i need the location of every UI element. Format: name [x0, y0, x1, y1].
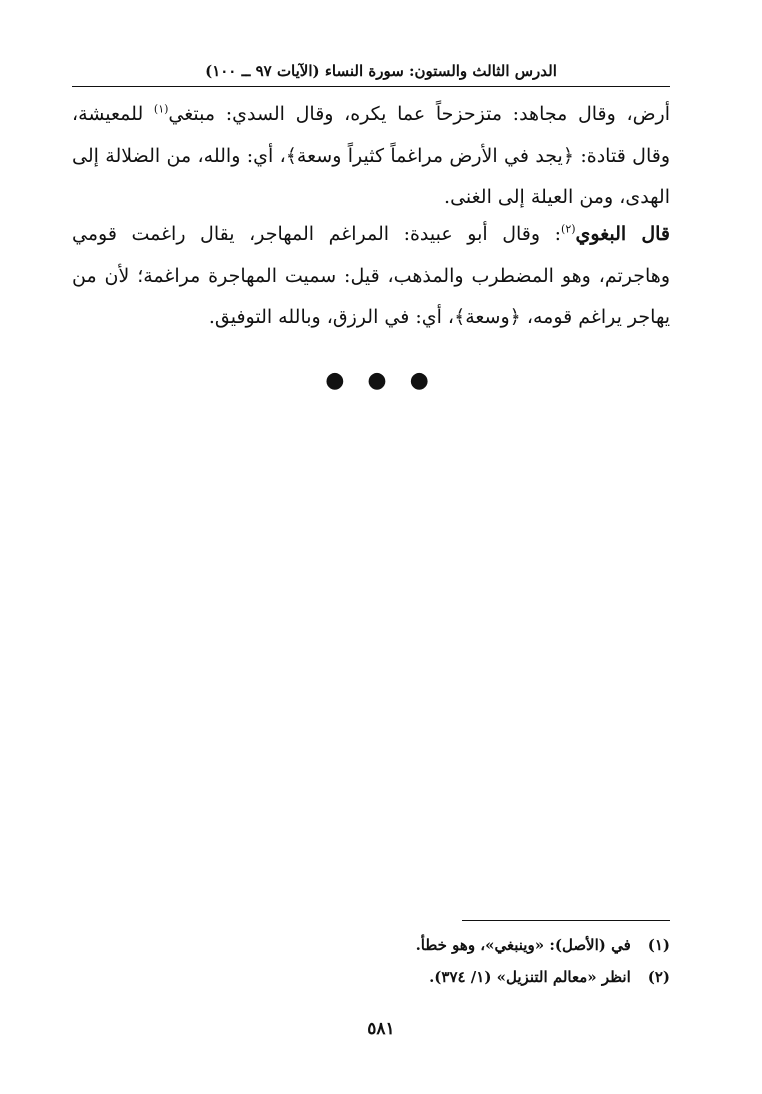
footnote-ref-2: (٢) [561, 222, 576, 236]
paragraph-2-rest: : وقال أبو عبيدة: المراغم المهاجر، يقال راغمت قومي وهاجرتم، وهو المضطرب والمذهب، قيل: سميت المهاجرة مراغمة؛ لأن من يهاجر يراغم قومه، ﴿وسعة﴾، أي: في الرزق، وبالله التوفيق. [72, 223, 670, 328]
header-divider [72, 86, 670, 87]
footnote-divider [462, 920, 670, 921]
footnote-number: (١) [647, 936, 670, 954]
footnote-text: في (الأصل): «وينبغي»، وهو خطأ. [415, 936, 631, 954]
paragraph-1-rest: للمعيشة، وقال قتادة: ﴿يجد في الأرض مراغماً كثيراً وسعة﴾، أي: والله، من الضلالة إلى الهدى، ومن العيلة إلى الغنى. [72, 103, 670, 208]
paragraph-2-lead: قال البغوي [575, 223, 670, 245]
footnote-1 [72, 934, 670, 956]
footnote-ref-1: (١) [153, 102, 169, 116]
section-separator: ● ● ● [325, 368, 437, 393]
footnote-2 [72, 966, 670, 988]
paragraph-1-text: أرض، وقال مجاهد: متزحزحاً عما يكره، وقال السدي: مبتغي [168, 103, 670, 125]
paragraph-1 [72, 94, 670, 219]
paragraph-2 [72, 214, 670, 339]
page-number: ٥٨١ [367, 1019, 395, 1039]
running-header: الدرس الثالث والستون: سورة النساء (الآيات ٩٧ ــ ١٠٠) [205, 62, 557, 80]
footnote-number: (٢) [647, 968, 670, 986]
footnote-text: انظر «معالم التنزيل» (١/ ٣٧٤). [429, 968, 631, 986]
